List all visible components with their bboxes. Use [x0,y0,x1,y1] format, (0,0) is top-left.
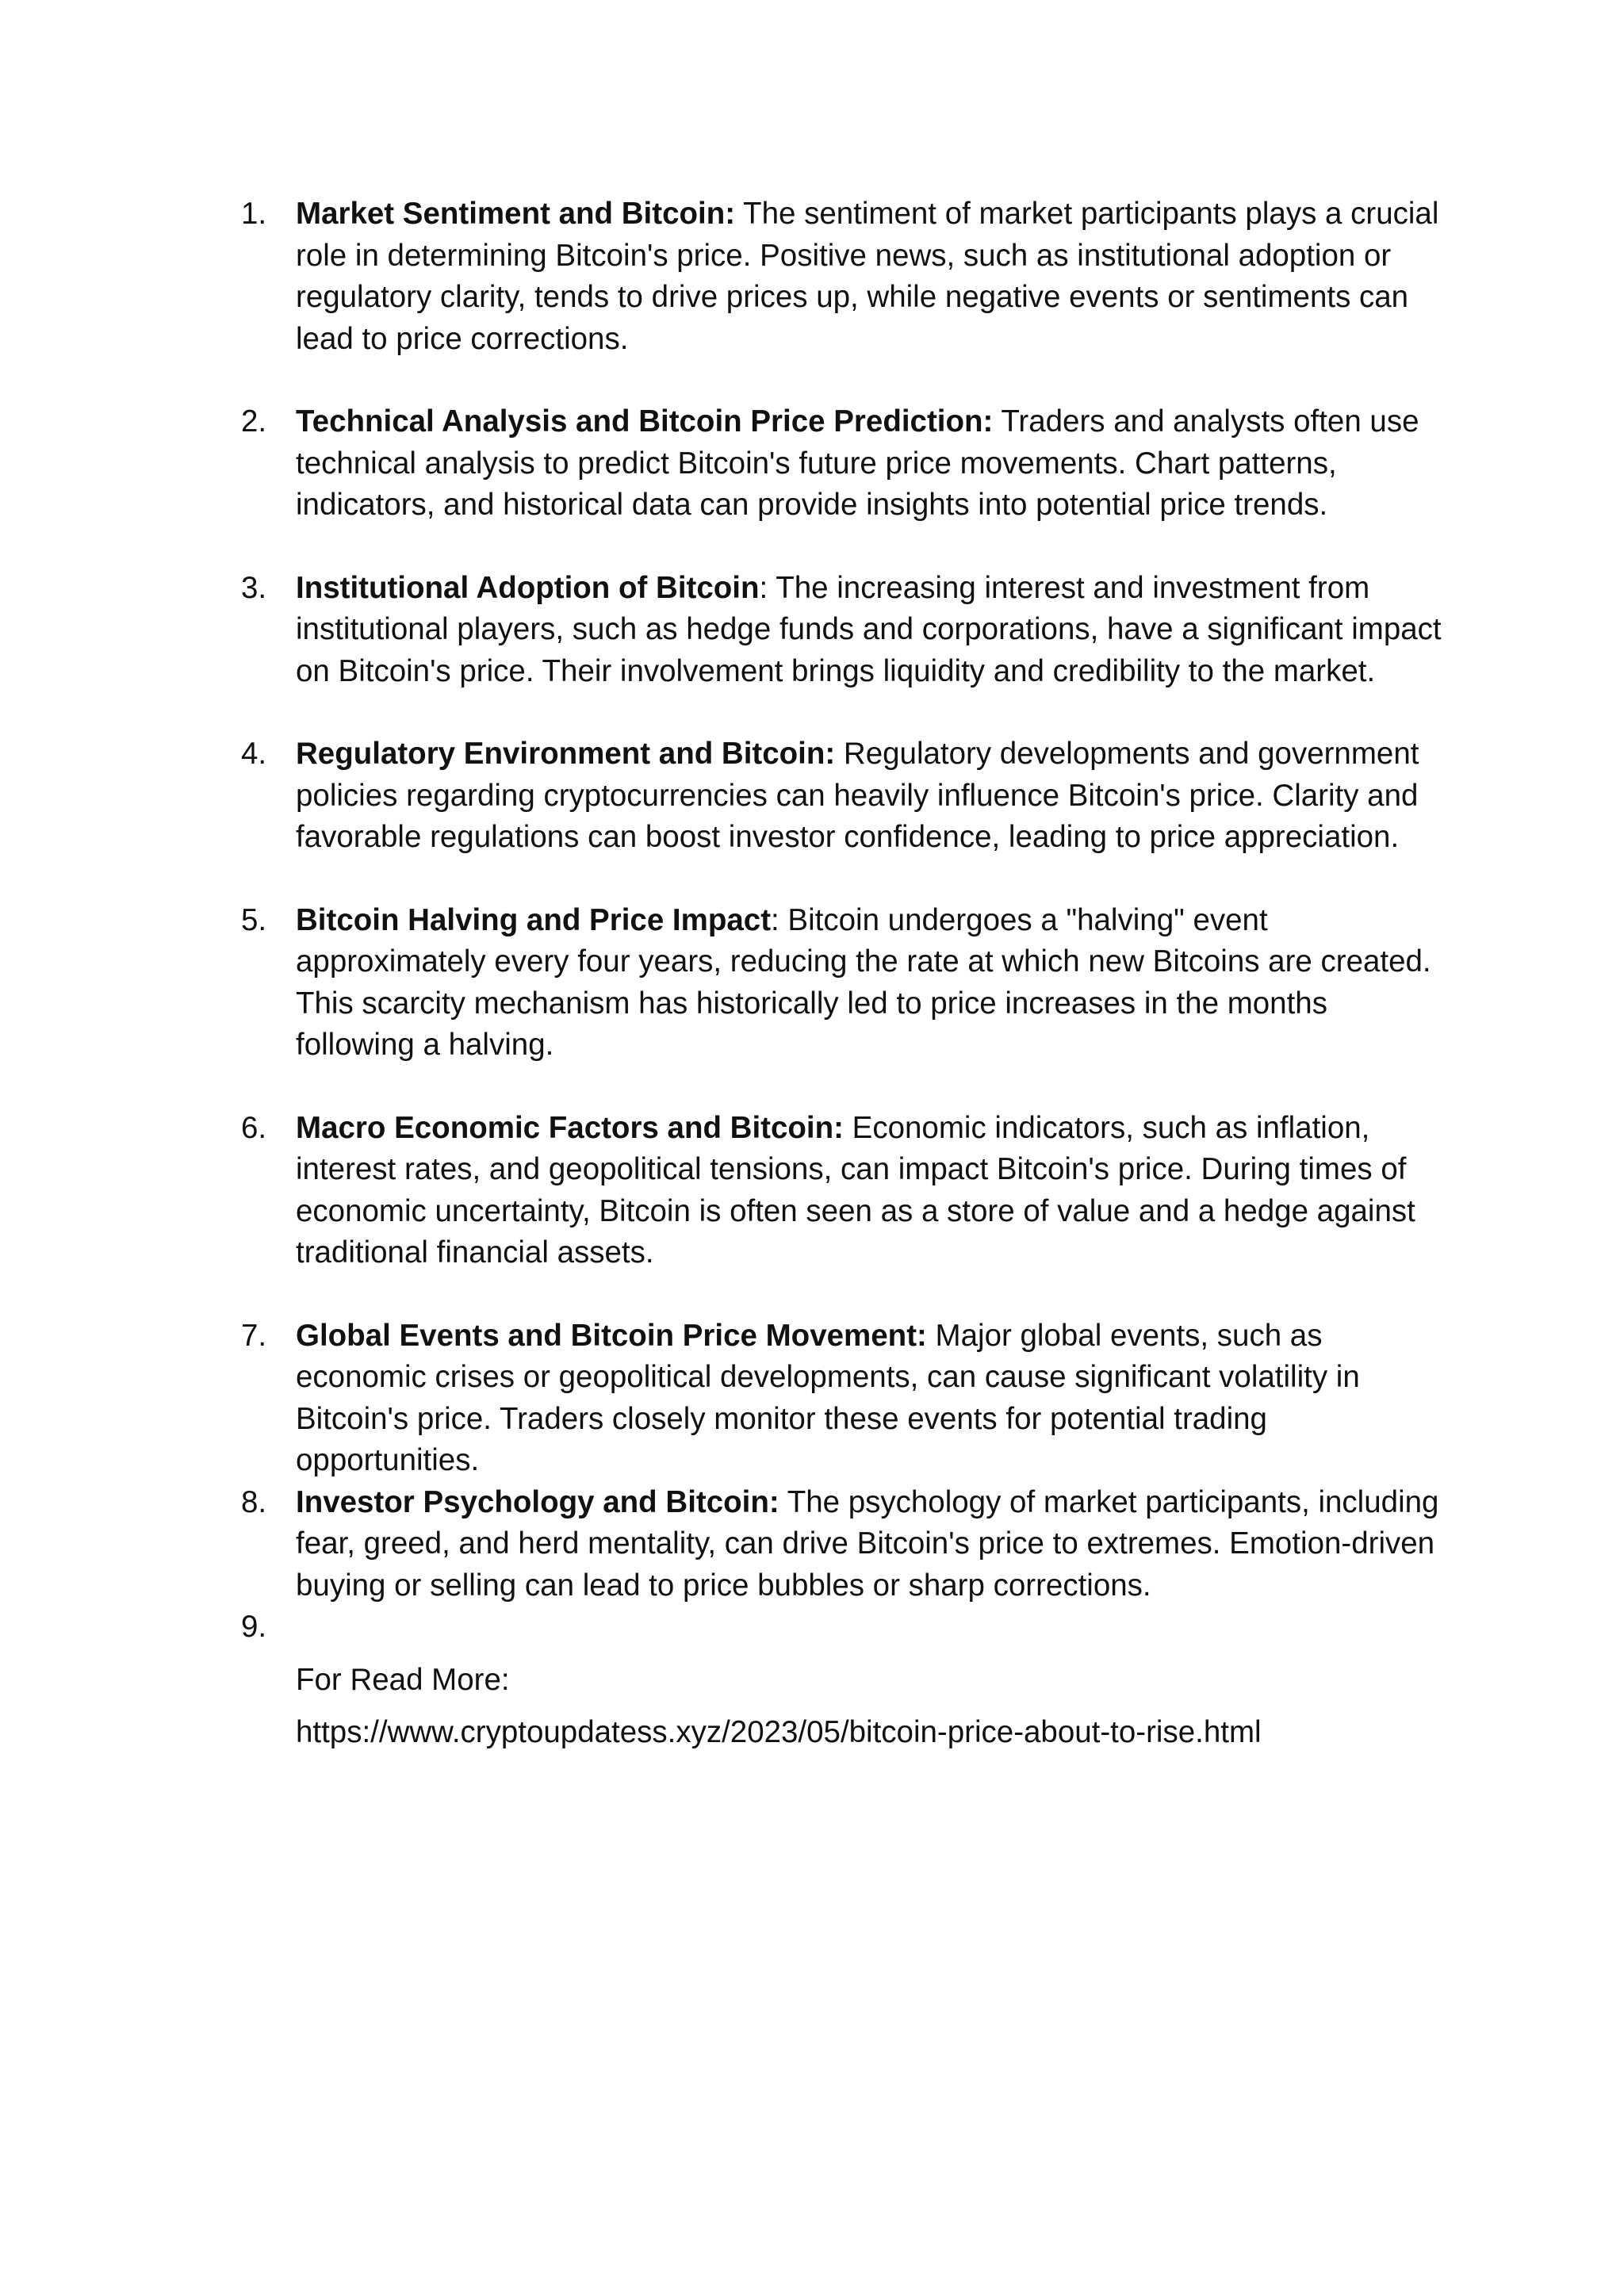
list-number: 8. [241,1484,267,1519]
item-body: The increasing interest and investment from institutional players, such as hedge funds and corporations, have a significant impact on Bitcoin's price. Their involvement brings liquidity and credibility to the market. [296,570,1442,688]
item-body: Economic indicators, such as inflation, interest rates, and geopolitical tensions, can impact Bitcoin's price. During times of economic uncertainty, Bitcoin is often seen as a store of value and a hedge against traditional financial assets. [296,1110,1415,1270]
list-item [238,568,1443,693]
item-body: Regulatory developments and government policies regarding cryptocurrencies can heavily influence Bitcoin's price. Clarity and favorable regulations can boost investor confidence, leading to price appreciation. [296,737,1419,854]
item-title: Regulatory Environment and Bitcoin: [296,737,836,771]
item-body: The sentiment of market participants plays a crucial role in determining Bitcoin's price. Positive news, such as institutional adoption or regulatory clarity, tends to drive prices up, while negative events or sentiments can lead to price corrections. [296,197,1439,356]
item-title: Bitcoin Halving and Price Impact [296,902,772,937]
item-title: Investor Psychology and Bitcoin: [296,1484,779,1519]
item-body: Traders and analysts often use technical analysis to predict Bitcoin's future price movements. Chart patterns, indicators, and historical data can provide insights into potential price trends. [296,404,1419,522]
item-separator: : [771,902,779,937]
list-item [238,193,1443,360]
list-number: 3. [241,570,267,605]
list-number: 5. [241,902,267,937]
item-title: Institutional Adoption of Bitcoin [296,570,760,605]
list-number: 2. [241,404,267,439]
item-title: Global Events and Bitcoin Price Movement: [296,1318,927,1353]
item-title: Technical Analysis and Bitcoin Price Prediction: [296,404,994,439]
item-body: Bitcoin undergoes a "halving" event approximately every four years, reducing the rate at which new Bitcoins are created. This scarcity mechanism has historically led to price increases in the months following a halving. [296,902,1431,1062]
list-item [238,733,1443,859]
list-item [238,1316,1443,1482]
list-item [238,900,1443,1067]
list-item [238,1108,1443,1274]
factors-list [238,193,1443,1754]
item-body: Major global events, such as economic crises or geopolitical developments, can cause significant volatility in Bitcoin's price. Traders closely monitor these events for potential trading opportunities. [296,1318,1360,1477]
list-number: 9. [241,1610,267,1644]
read-more-block [238,1660,1443,1754]
list-number: 4. [241,737,267,771]
list-item [238,1482,1443,1607]
list-item [238,401,1443,527]
list-number: 7. [241,1318,267,1353]
item-separator: : [759,570,768,605]
read-more-label: For Read More: [296,1662,510,1697]
item-title: Market Sentiment and Bitcoin: [296,197,736,231]
read-more-link[interactable]: https://www.cryptoupdatess.xyz/2023/05/bitcoin-price-about-to-rise.html [296,1715,1262,1749]
list-item [238,1607,1443,1649]
list-number: 1. [241,197,267,231]
item-title: Macro Economic Factors and Bitcoin: [296,1110,844,1145]
list-number: 6. [241,1110,267,1145]
item-body: The psychology of market participants, including fear, greed, and herd mentality, can drive Bitcoin's price to extremes. Emotion-driven buying or selling can lead to price bubbles or sharp corrections. [296,1484,1439,1603]
